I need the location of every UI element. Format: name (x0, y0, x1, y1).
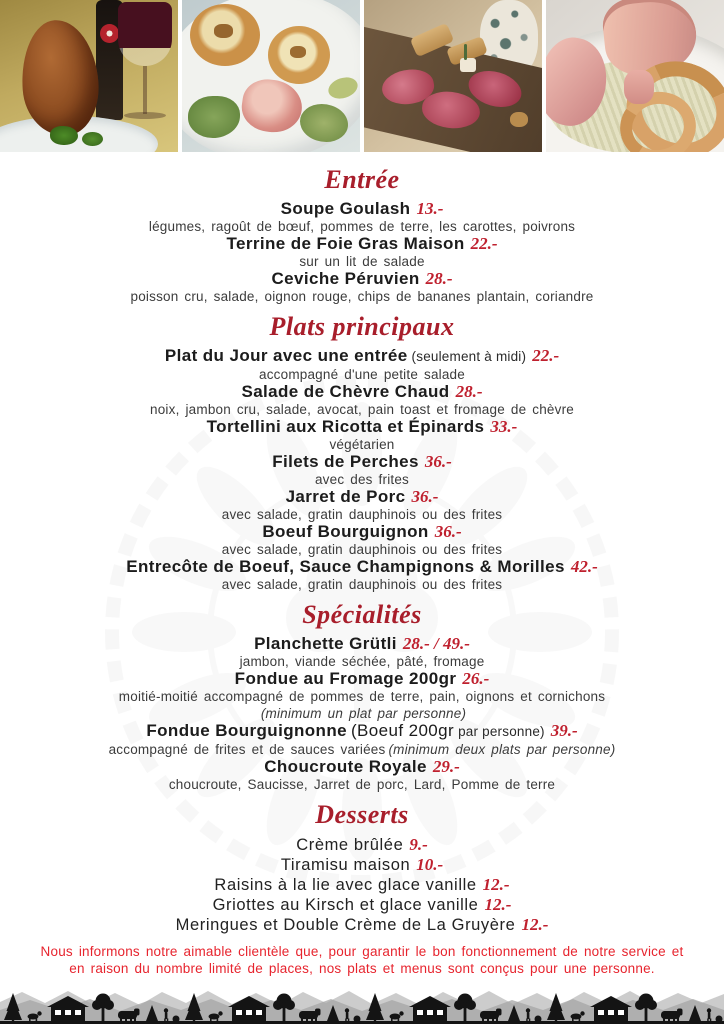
dish-description: sur un lit de salade (299, 254, 425, 269)
section-title-plats-principaux: Plats principaux (269, 312, 455, 341)
dish-description: poisson cru, salade, oignon rouge, chips de bananes plantain, coriandre (130, 289, 594, 304)
dish-price: 22.- (470, 234, 498, 253)
broccoli-shape (50, 126, 78, 145)
dish-price: 39.- (550, 721, 578, 740)
photo-planchette (364, 0, 542, 152)
wine-glass-shape (118, 2, 172, 66)
menu-item (0, 200, 724, 235)
dish-description: moitié-moitié accompagné de pommes de terre, pain, oignons et cornichons (118, 689, 606, 704)
dish-price: 36.- (424, 452, 452, 471)
service-notice (0, 943, 724, 977)
dish-price: 10.- (416, 855, 444, 874)
dish-description: accompagné de frites et de sauces variées (minimum deux plats par personne) (108, 742, 616, 757)
dish-name: Planchette Grütli (254, 634, 397, 653)
dish-description: choucroute, Saucisse, Jarret de porc, Lard, Pomme de terre (168, 777, 556, 792)
dish-name: Plat du Jour avec une entrée (164, 346, 408, 365)
cheese-cube-shape (460, 58, 476, 72)
dish-description: avec salade, gratin dauphinois ou des frites (221, 542, 503, 557)
section-title-desserts: Desserts (315, 800, 409, 829)
dish-price: 36.- (434, 522, 462, 541)
dish-name: Choucroute Royale (264, 757, 427, 776)
photo-jarret-de-porc (0, 0, 178, 152)
dish-description: noix, jambon cru, salade, avocat, pain toast et fromage de chèvre (150, 402, 574, 417)
dish-price: 42.- (570, 557, 598, 576)
dish-name: Filets de Perches (272, 452, 419, 471)
meat-chunk-shape (624, 70, 654, 104)
section-title-entree: Entrée (324, 165, 400, 194)
dish-name: Raisins à la lie avec glace vanille (214, 876, 477, 894)
dish-name: Ceviche Péruvien (271, 269, 420, 288)
menu-item (0, 915, 724, 935)
photo-chevre-chaud (182, 0, 360, 152)
alpine-papercut-border (0, 984, 724, 1024)
dish-name: Tiramisu maison (280, 856, 411, 874)
rosemary-shape (464, 44, 467, 60)
dish-name: Salade de Chèvre Chaud (241, 382, 450, 401)
dish-name: Jarret de Porc (285, 487, 406, 506)
dish-price: 9.- (409, 835, 428, 854)
section-entree (0, 164, 724, 305)
dish-price: 36.- (411, 487, 439, 506)
photo-choucroute (546, 0, 724, 152)
service-notice-line1: Nous informons notre aimable clientèle que, pour garantir le bon fonctionnement de notre service et (40, 944, 684, 959)
dish-description: végétarien (329, 437, 395, 452)
wine-glass-stem-shape (143, 66, 147, 114)
menu-item (0, 523, 724, 558)
dish-name: Fondue Bourguignonne (146, 721, 347, 740)
dish-name: Tortellini aux Ricotta et Épinards (206, 417, 485, 436)
dish-description: jambon, viande séchée, pâté, fromage (239, 654, 485, 669)
dish-price: 28.- (455, 382, 483, 401)
menu-item (0, 347, 724, 383)
dish-price: 28.- (425, 269, 453, 288)
wine-glass-foot-shape (124, 112, 166, 119)
menu-item (0, 875, 724, 895)
dish-description-note: (minimum un plat par personne) (260, 706, 467, 721)
service-notice-line2: en raison du nombre limité de places, nos plats et menus sont conçus pour une personne. (69, 961, 655, 976)
section-desserts (0, 799, 724, 935)
dish-note: (Boeuf 200gr (350, 721, 455, 740)
menu-item (0, 270, 724, 305)
photo-strip (0, 0, 724, 152)
dish-price: 29.- (432, 757, 460, 776)
menu-item (0, 895, 724, 915)
dish-name: Fondue au Fromage 200gr (234, 669, 457, 688)
menu-item (0, 635, 724, 670)
walnut-shape (290, 46, 306, 58)
section-plats-principaux (0, 311, 724, 593)
menu-item (0, 453, 724, 488)
walnut-shape (510, 112, 528, 127)
dish-description: accompagné d'une petite salade (259, 367, 465, 382)
dish-name: Boeuf Bourguignon (262, 522, 429, 541)
dish-name: Meringues et Double Crème de La Gruyère (175, 916, 516, 934)
bottle-label-shape (100, 24, 119, 43)
dish-description: avec salade, gratin dauphinois ou des frites (221, 507, 503, 522)
menu-item (0, 758, 724, 793)
dish-price: 12.- (484, 895, 512, 914)
menu-item (0, 670, 724, 722)
dish-name: Terrine de Foie Gras Maison (226, 234, 465, 253)
dish-price: 12.- (482, 875, 510, 894)
dish-price: 13.- (416, 199, 444, 218)
dish-name: Soupe Goulash (280, 199, 411, 218)
dish-description: avec salade, gratin dauphinois ou des frites (221, 577, 503, 592)
dish-name: Entrecôte de Boeuf, Sauce Champignons & Morilles (126, 557, 565, 576)
dish-price: 12.- (521, 915, 549, 934)
menu-item (0, 235, 724, 270)
dish-description: légumes, ragoût de bœuf, pommes de terre, les carottes, poivrons (148, 219, 576, 234)
dish-note: (seulement à midi) (411, 349, 527, 364)
broccoli-shape (82, 132, 103, 146)
dish-name: Griottes au Kirsch et glace vanille (212, 896, 479, 914)
menu-body (0, 152, 724, 977)
menu-item (0, 855, 724, 875)
menu-item (0, 835, 724, 855)
dish-price: 26.- (462, 669, 490, 688)
dish-price: 33.- (490, 417, 518, 436)
section-title-specialites: Spécialités (302, 600, 422, 629)
walnut-shape (214, 24, 233, 38)
menu-item (0, 383, 724, 418)
section-specialites (0, 599, 724, 793)
dish-price: 22.- (532, 346, 560, 365)
dish-price: 28.- / 49.- (402, 634, 470, 653)
menu-item (0, 488, 724, 523)
menu-item (0, 722, 724, 758)
menu-item (0, 558, 724, 593)
dish-note: par personne) (458, 724, 545, 739)
dish-description: avec des frites (314, 472, 410, 487)
dish-name: Crème brûlée (296, 836, 404, 854)
menu-item (0, 418, 724, 453)
